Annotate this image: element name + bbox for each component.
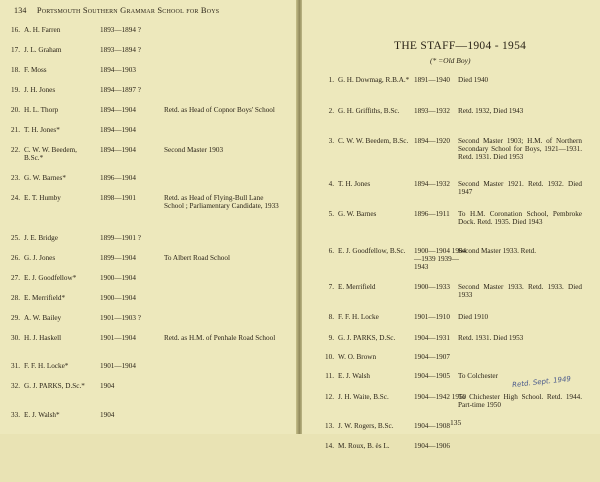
entry-number: 9. bbox=[328, 334, 334, 342]
service-years: 1901—1904 bbox=[100, 334, 136, 342]
staff-name: J. H. Waite, B.Sc. bbox=[338, 393, 389, 401]
career-note: Second Master 1903; H.M. of Northern Secondary School for Boys, 1921—1931. Retd. 1931. Died 1953 bbox=[458, 137, 582, 161]
service-years: 1894—1903 bbox=[100, 66, 136, 74]
staff-name: M. Roux, B. ès L. bbox=[338, 442, 390, 450]
staff-name: G. W. Barnes bbox=[338, 210, 377, 218]
running-title: Portsmouth Southern Grammar School for Boys bbox=[36, 5, 220, 15]
career-note: Died 1940 bbox=[458, 76, 489, 84]
staff-entry bbox=[0, 194, 298, 234]
staff-name: A. H. Farren bbox=[24, 26, 61, 34]
staff-name: C. W. W. Beedem, B.Sc.* bbox=[24, 146, 77, 162]
staff-name: G. H. Dowmag, R.B.A.* bbox=[338, 76, 410, 84]
entry-number: 18. bbox=[11, 66, 20, 74]
entry-number: 31. bbox=[11, 362, 20, 370]
staff-heading: THE STAFF—1904 - 1954 bbox=[394, 40, 527, 52]
career-note: Retd. as H.M. of Penhale Road School bbox=[164, 334, 276, 342]
page-number: 135 bbox=[450, 418, 462, 427]
service-years: 1894—1932 bbox=[414, 180, 450, 188]
staff-name: F. Moss bbox=[24, 66, 47, 74]
staff-name: G. W. Barnes* bbox=[24, 174, 66, 182]
entry-number: 10. bbox=[325, 353, 334, 361]
entry-number: 6. bbox=[328, 247, 334, 255]
staff-name: J. H. Jones bbox=[24, 86, 56, 94]
running-head bbox=[14, 5, 219, 15]
service-years: 1904—1905 bbox=[414, 372, 450, 380]
service-years: 1896—1904 bbox=[100, 174, 136, 182]
service-years: 1894—1904 bbox=[100, 106, 136, 114]
entry-number: 12. bbox=[325, 393, 334, 401]
service-years: 1904—1907 bbox=[414, 353, 450, 361]
entry-number: 20. bbox=[11, 106, 20, 114]
service-years: 1901—1903 ? bbox=[100, 314, 141, 322]
staff-name: E. J. Goodfellow, B.Sc. bbox=[338, 247, 406, 255]
career-note: To H.M. Coronation School, Pembroke Dock. Retd. 1935. Died 1943 bbox=[458, 210, 582, 226]
staff-name: G. H. Griffiths, B.Sc. bbox=[338, 107, 400, 115]
staff-name: E. J. Goodfellow* bbox=[24, 274, 77, 282]
service-years: 1900—1904 1904—1939 1939—1943 bbox=[414, 247, 467, 271]
staff-entry bbox=[302, 442, 600, 482]
entry-number: 13. bbox=[325, 422, 334, 430]
career-note: Second Master 1921. Retd. 1932. Died 1947 bbox=[458, 180, 582, 196]
entry-number: 16. bbox=[11, 26, 20, 34]
entry-number: 30. bbox=[11, 334, 20, 342]
old-boy-key: (* =Old Boy) bbox=[430, 56, 471, 65]
staff-name: E. J. Walsh* bbox=[24, 411, 60, 419]
staff-name: H. J. Haskell bbox=[24, 334, 62, 342]
staff-name: T. H. Jones* bbox=[24, 126, 60, 134]
staff-entry bbox=[302, 247, 600, 287]
service-years: 1894—1897 ? bbox=[100, 86, 141, 94]
entry-number: 29. bbox=[11, 314, 20, 322]
career-note: Retd. as Head of Flying-Bull Lane School ; Parliamentary Candidate, 1933 bbox=[164, 194, 279, 210]
entry-number: 26. bbox=[11, 254, 20, 262]
entry-number: 4. bbox=[328, 180, 334, 188]
staff-name: H. L. Thorp bbox=[24, 106, 59, 114]
entry-number: 33. bbox=[11, 411, 20, 419]
service-years: 1901—1910 bbox=[414, 313, 450, 321]
service-years: 1904—1908 bbox=[414, 422, 450, 430]
service-years: 1896—1911 bbox=[414, 210, 450, 218]
entry-number: 32. bbox=[11, 382, 20, 390]
entry-number: 3. bbox=[328, 137, 334, 145]
service-years: 1898—1901 bbox=[100, 194, 136, 202]
staff-name: J. L. Graham bbox=[24, 46, 62, 54]
staff-entry bbox=[302, 137, 600, 177]
entry-number: 21. bbox=[11, 126, 20, 134]
staff-name: G. J. Jones bbox=[24, 254, 56, 262]
career-note: Retd. 1931. Died 1953 bbox=[458, 334, 524, 342]
staff-name: E. Merrifield bbox=[338, 283, 376, 291]
career-note: Died 1910 bbox=[458, 313, 489, 321]
right-page bbox=[302, 0, 600, 450]
entry-number: 25. bbox=[11, 234, 20, 242]
career-note: Second Master 1903 bbox=[164, 146, 224, 154]
career-note: To Albert Road School bbox=[164, 254, 230, 262]
service-years: 1900—1904 bbox=[100, 294, 136, 302]
service-years: 1899—1904 bbox=[100, 254, 136, 262]
service-years: 1899—1901 ? bbox=[100, 234, 141, 242]
entry-number: 28. bbox=[11, 294, 20, 302]
service-years: 1904—1942 1950 bbox=[414, 393, 467, 401]
entry-number: 7. bbox=[328, 283, 334, 291]
service-years: 1904—1906 bbox=[414, 442, 450, 450]
career-note: Retd. 1932, Died 1943 bbox=[458, 107, 524, 115]
entry-number: 11. bbox=[325, 372, 334, 380]
entry-number: 17. bbox=[11, 46, 20, 54]
service-years: 1900—1933 bbox=[414, 283, 450, 291]
entry-number: 27. bbox=[11, 274, 20, 282]
service-years: 1893—1894 ? bbox=[100, 46, 141, 54]
staff-name: W. O. Brown bbox=[338, 353, 377, 361]
entry-number: 8. bbox=[328, 313, 334, 321]
service-years: 1893—1932 bbox=[414, 107, 450, 115]
entry-number: 2. bbox=[328, 107, 334, 115]
service-years: 1894—1920 bbox=[414, 137, 450, 145]
entry-number: 1. bbox=[328, 76, 334, 84]
staff-name: E. Merrifield* bbox=[24, 294, 66, 302]
career-note: Retd. as Head of Copnor Boys' School bbox=[164, 106, 275, 114]
service-years: 1904—1931 bbox=[414, 334, 450, 342]
service-years: 1894—1904 bbox=[100, 146, 136, 154]
staff-name: J. E. Bridge bbox=[24, 234, 58, 242]
entry-number: 14. bbox=[325, 442, 334, 450]
entry-number: 5. bbox=[328, 210, 334, 218]
career-note: To Colchester bbox=[458, 372, 499, 380]
entry-number: 23. bbox=[11, 174, 20, 182]
service-years: 1904 bbox=[100, 411, 115, 419]
staff-entry bbox=[302, 210, 600, 250]
service-years: 1904 bbox=[100, 382, 115, 390]
entry-number: 22. bbox=[11, 146, 20, 154]
handwritten-annotation: Retd. Sept. 1949 bbox=[511, 374, 572, 390]
left-page bbox=[0, 0, 298, 434]
service-years: 1893—1894 ? bbox=[100, 26, 141, 34]
staff-name: E. J. Walsh bbox=[338, 372, 371, 380]
page-number: 134 bbox=[14, 6, 27, 15]
staff-name: F. F. H. Locke bbox=[338, 313, 379, 321]
career-note: Second Master 1933. Retd. 1933. Died 1933 bbox=[458, 283, 582, 299]
staff-name: A. W. Bailey bbox=[24, 314, 62, 322]
staff-name: E. T. Humby bbox=[24, 194, 61, 202]
staff-entry bbox=[0, 411, 298, 451]
service-years: 1901—1904 bbox=[100, 362, 136, 370]
staff-name: G. J. PARKS, D.Sc.* bbox=[24, 382, 85, 390]
career-note: Second Master 1933. Retd. bbox=[458, 247, 537, 255]
staff-name: G. J. PARKS, D.Sc. bbox=[338, 334, 396, 342]
entry-number: 19. bbox=[11, 86, 20, 94]
service-years: 1894—1904 bbox=[100, 126, 136, 134]
staff-name: F. F. H. Locke* bbox=[24, 362, 69, 370]
service-years: 1900—1904 bbox=[100, 274, 136, 282]
staff-name: T. H. Jones bbox=[338, 180, 371, 188]
career-note: To Chichester High School. Retd. 1944. Part-time 1950 bbox=[458, 393, 582, 409]
entry-number: 24. bbox=[11, 194, 20, 202]
service-years: 1891—1940 bbox=[414, 76, 450, 84]
staff-name: C. W. W. Beedem, B.Sc. bbox=[338, 137, 409, 145]
staff-name: J. W. Rogers, B.Sc. bbox=[338, 422, 394, 430]
